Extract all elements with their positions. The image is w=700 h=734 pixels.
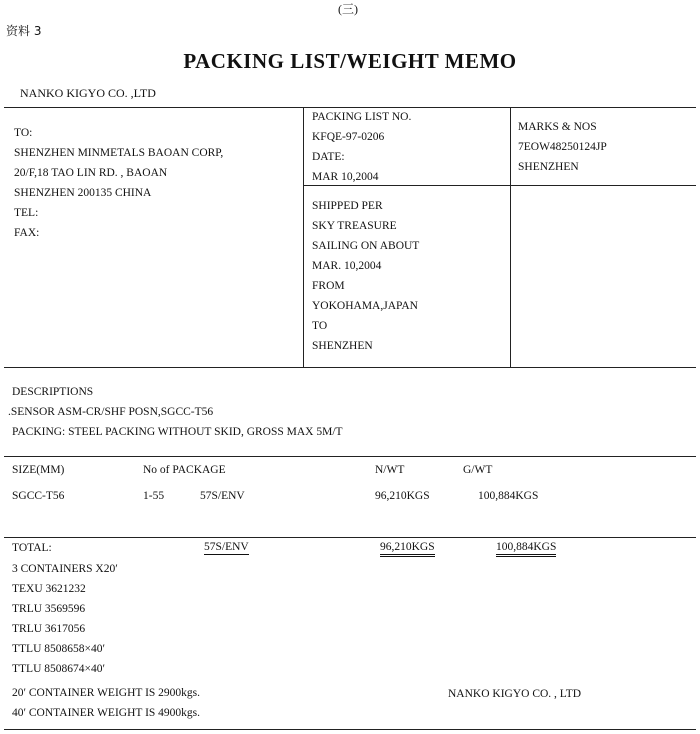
page-bottom-border — [4, 729, 696, 730]
vessel-name: SKY TREASURE — [312, 220, 397, 232]
sailing-date: MAR. 10,2004 — [312, 260, 382, 272]
divider-left — [303, 107, 304, 367]
list-item: TEXU 3621232 — [12, 583, 86, 595]
consignee-block — [14, 123, 223, 243]
shipped-per-label: SHIPPED PER — [312, 200, 383, 212]
containers-block — [12, 559, 118, 679]
packing-description: PACKING: STEEL PACKING WITHOUT SKID, GROSS MAX 5M/T — [12, 426, 343, 438]
origin-port: YOKOHAMA,JAPAN — [312, 300, 418, 312]
col-header-nwt: N/WT — [375, 464, 405, 476]
total-packages-wrap — [204, 538, 249, 556]
list-item: TRLU 3569596 — [12, 603, 86, 615]
row-gross-weight: 100,884KGS — [478, 490, 539, 502]
col-header-size: SIZE(MM) — [12, 464, 65, 476]
col-header-packages: No of PACKAGE — [143, 464, 226, 476]
list-item: TRLU 3617056 — [12, 623, 86, 635]
document-title: PACKING LIST/WEIGHT MEMO — [183, 49, 517, 73]
marks-block — [518, 117, 607, 177]
packing-list-number: KFQE-97-0206 — [312, 131, 385, 143]
total-gross-weight: 100,884KGS — [496, 541, 556, 557]
total-net-weight: 96,210KGS — [380, 541, 435, 557]
marks-label: MARKS & NOS — [518, 121, 597, 133]
fax-label: FAX: — [14, 227, 40, 239]
header-bottom-border — [4, 367, 696, 368]
signature-company: NANKO KIGYO CO. , LTD — [448, 688, 582, 700]
packing-info-block — [312, 107, 411, 187]
totals-top-border — [4, 537, 696, 538]
source-label: 资料 3 — [6, 24, 42, 38]
issuer-name: NANKO KIGYO CO. ,LTD — [20, 86, 156, 100]
item-description: .SENSOR ASM-CR/SHF POSN,SGCC-T56 — [8, 406, 214, 418]
row-packages: 57S/ENV — [200, 490, 245, 502]
row-package-range: 1-55 — [143, 490, 165, 502]
marks-destination: SHENZHEN — [518, 161, 579, 173]
list-item: TTLU 8508658×40′ — [12, 643, 106, 655]
total-packages: 57S/ENV — [204, 541, 249, 553]
weight-20ft: 20′ CONTAINER WEIGHT IS 2900kgs. — [12, 687, 201, 699]
divider-right — [510, 107, 511, 367]
consignee-address: 20/F,18 TAO LIN RD. , BAOAN — [14, 167, 168, 179]
date-label: DATE: — [312, 151, 345, 163]
total-gross-weight-wrap — [496, 538, 556, 556]
to-label: TO: — [14, 127, 33, 139]
marks-code: 7EOW48250124JP — [518, 141, 607, 153]
total-label: TOTAL: — [12, 542, 52, 554]
sailing-label: SAILING ON ABOUT — [312, 240, 420, 252]
date-value: MAR 10,2004 — [312, 171, 379, 183]
container-summary: 3 CONTAINERS X20′ — [12, 563, 118, 575]
consignee-city: SHENZHEN 200135 CHINA — [14, 187, 152, 199]
tel-label: TEL: — [14, 207, 39, 219]
descriptions-block — [8, 382, 343, 442]
destination-port: SHENZHEN — [312, 340, 373, 352]
list-item: TTLU 8508674×40′ — [12, 663, 106, 675]
col-header-gwt: G/WT — [463, 464, 493, 476]
section-marker: (三) — [338, 2, 358, 16]
consignee-name: SHENZHEN MINMETALS BAOAN CORP, — [14, 147, 224, 159]
table-header-border — [4, 456, 696, 457]
weight-40ft: 40′ CONTAINER WEIGHT IS 4900kgs. — [12, 707, 201, 719]
shipping-block — [312, 196, 419, 356]
descriptions-heading: DESCRIPTIONS — [12, 386, 94, 398]
from-label: FROM — [312, 280, 345, 292]
row-net-weight: 96,210KGS — [375, 490, 430, 502]
packing-list-label: PACKING LIST NO. — [312, 111, 412, 123]
to-port-label: TO — [312, 320, 328, 332]
total-net-weight-wrap — [380, 538, 435, 556]
row-size: SGCC-T56 — [12, 490, 65, 502]
